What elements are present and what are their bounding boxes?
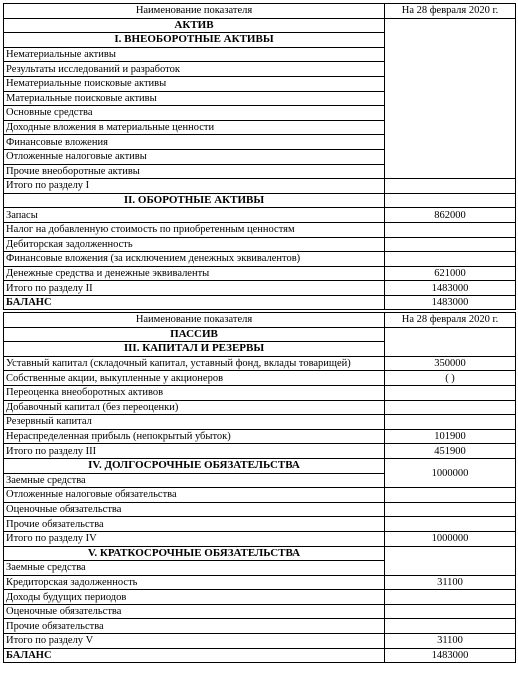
- row-value: 1000000: [385, 531, 516, 546]
- row-value: 862000: [385, 208, 516, 223]
- row-label: Резервный капитал: [4, 415, 385, 430]
- balance-row: [4, 295, 516, 310]
- row-value: [385, 179, 516, 194]
- row-label: Оценочные обязательства: [4, 604, 385, 619]
- table-row: [4, 488, 516, 503]
- row-label: Нематериальные активы: [4, 47, 385, 62]
- table-row: [4, 634, 516, 649]
- assets-table: [3, 3, 516, 310]
- table-row: [4, 590, 516, 605]
- section2-title-row: [4, 193, 516, 208]
- row-label: Заемные средства: [4, 473, 385, 488]
- row-value: [385, 604, 516, 619]
- row-value: 621000: [385, 266, 516, 281]
- table-row: [4, 385, 516, 400]
- row-value: [385, 517, 516, 532]
- row-label: Заемные средства: [4, 561, 385, 576]
- table-row: [4, 604, 516, 619]
- section4-title-row: [4, 458, 516, 473]
- section1-title: I. ВНЕОБОРОТНЫЕ АКТИВЫ: [4, 33, 385, 48]
- row-label: Доходы будущих периодов: [4, 590, 385, 605]
- row-label: Переоценка внеоборотных активов: [4, 385, 385, 400]
- row-label: Итого по разделу IV: [4, 531, 385, 546]
- table-row: [4, 517, 516, 532]
- table-header-row: [4, 4, 516, 19]
- row-label: Финансовые вложения (за исключением денежных эквивалентов): [4, 252, 385, 267]
- table-row: [4, 222, 516, 237]
- row-value: [385, 546, 516, 575]
- row-label: Прочие обязательства: [4, 619, 385, 634]
- liabilities-title: ПАССИВ: [4, 327, 385, 342]
- table-row: [4, 444, 516, 459]
- row-value: [385, 415, 516, 430]
- assets-title-row: [4, 18, 516, 33]
- liabilities-title-row: [4, 327, 516, 342]
- section3-title: III. КАПИТАЛ И РЕЗЕРВЫ: [4, 342, 385, 357]
- table-row: [4, 531, 516, 546]
- row-value: [385, 619, 516, 634]
- balance-value: 1483000: [385, 295, 516, 310]
- row-label: Налог на добавленную стоимость по приобретенным ценностям: [4, 222, 385, 237]
- row-label: Прочие обязательства: [4, 517, 385, 532]
- row-value: [385, 502, 516, 517]
- row-value: [385, 488, 516, 503]
- row-label: Материальные поисковые активы: [4, 91, 385, 106]
- row-value: ( ): [385, 371, 516, 386]
- column-header-name: Наименование показателя: [4, 4, 385, 19]
- section3-title-value-empty: [385, 327, 516, 356]
- row-label: Уставный капитал (складочный капитал, уставный фонд, вклады товарищей): [4, 356, 385, 371]
- row-value: [385, 237, 516, 252]
- row-label: Денежные средства и денежные эквиваленты: [4, 266, 385, 281]
- table-row: [4, 179, 516, 194]
- row-value: 31100: [385, 634, 516, 649]
- row-label: Отложенные налоговые активы: [4, 149, 385, 164]
- row-label: Доходные вложения в материальные ценности: [4, 120, 385, 135]
- assets-title: АКТИВ: [4, 18, 385, 33]
- section2-title-value-empty: [385, 193, 516, 208]
- table-row: [4, 400, 516, 415]
- row-value: [385, 222, 516, 237]
- table-row: [4, 266, 516, 281]
- row-label: Отложенные налоговые обязательства: [4, 488, 385, 503]
- column-header-date: На 28 февраля 2020 г.: [385, 313, 516, 328]
- row-value: 451900: [385, 444, 516, 459]
- table-row: [4, 281, 516, 296]
- row-value: [385, 252, 516, 267]
- table-row: [4, 356, 516, 371]
- balance-label: БАЛАНС: [4, 295, 385, 310]
- row-label: Результаты исследований и разработок: [4, 62, 385, 77]
- row-label: Собственные акции, выкупленные у акционеров: [4, 371, 385, 386]
- row-label: Оценочные обязательства: [4, 502, 385, 517]
- row-label: Итого по разделу II: [4, 281, 385, 296]
- table-row: [4, 575, 516, 590]
- table-header-row: [4, 313, 516, 328]
- row-label: Кредиторская задолженность: [4, 575, 385, 590]
- table-row: [4, 415, 516, 430]
- row-label: Финансовые вложения: [4, 135, 385, 150]
- row-value: 1000000: [385, 458, 516, 487]
- row-value: [385, 385, 516, 400]
- row-label: Нераспределенная прибыль (непокрытый убыток): [4, 429, 385, 444]
- row-label: Основные средства: [4, 106, 385, 121]
- section5-title-row: [4, 546, 516, 561]
- row-label: Нематериальные поисковые активы: [4, 76, 385, 91]
- table-row: [4, 252, 516, 267]
- row-label: Итого по разделу V: [4, 634, 385, 649]
- section2-title: II. ОБОРОТНЫЕ АКТИВЫ: [4, 193, 385, 208]
- table-row: [4, 619, 516, 634]
- column-header-name: Наименование показателя: [4, 313, 385, 328]
- balance-value: 1483000: [385, 648, 516, 663]
- section4-title: IV. ДОЛГОСРОЧНЫЕ ОБЯЗАТЕЛЬСТВА: [4, 458, 385, 473]
- table-row: [4, 208, 516, 223]
- row-value: 101900: [385, 429, 516, 444]
- row-value: 1483000: [385, 281, 516, 296]
- row-label: Запасы: [4, 208, 385, 223]
- row-label: Прочие внеоборотные активы: [4, 164, 385, 179]
- section1-values-empty: [385, 18, 516, 179]
- table-row: [4, 371, 516, 386]
- row-value: [385, 590, 516, 605]
- row-value: 31100: [385, 575, 516, 590]
- row-value: 350000: [385, 356, 516, 371]
- liabilities-table: [3, 312, 516, 663]
- table-row: [4, 502, 516, 517]
- balance-row: [4, 648, 516, 663]
- table-row: [4, 429, 516, 444]
- row-label: Итого по разделу III: [4, 444, 385, 459]
- table-row: [4, 237, 516, 252]
- row-value: [385, 400, 516, 415]
- row-label: Добавочный капитал (без переоценки): [4, 400, 385, 415]
- row-label: Итого по разделу I: [4, 179, 385, 194]
- balance-label: БАЛАНС: [4, 648, 385, 663]
- column-header-date: На 28 февраля 2020 г.: [385, 4, 516, 19]
- row-label: Дебиторская задолженность: [4, 237, 385, 252]
- section5-title: V. КРАТКОСРОЧНЫЕ ОБЯЗАТЕЛЬСТВА: [4, 546, 385, 561]
